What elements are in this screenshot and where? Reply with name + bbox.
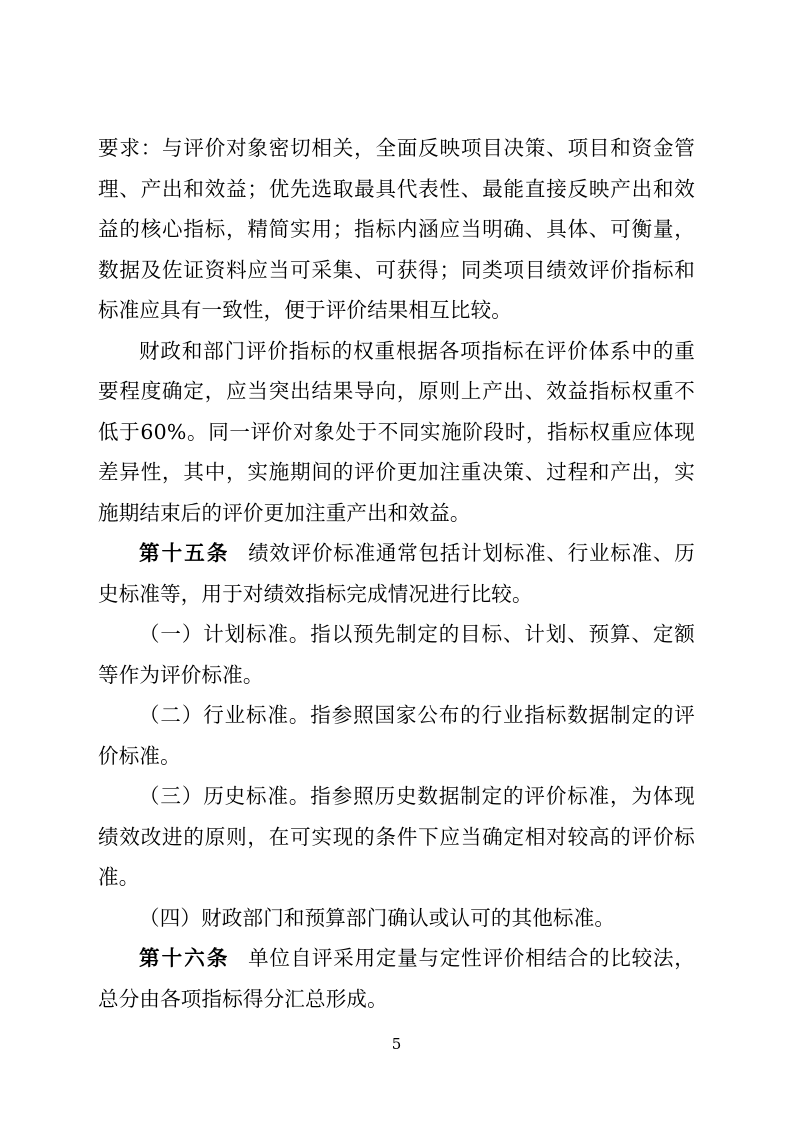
page-number: 5 — [391, 1035, 402, 1053]
article-label-16: 第十六条 — [139, 946, 230, 970]
paragraph-1: 要求：与评价对象密切相关，全面反映项目决策、项目和资金管理、产出和效益；优先选取最具代表性、最能直接反映产出和效益的核心指标，精简实用；指标内涵应当明确、具体、可衡量，数据及佐证资料应当可采集、可获得；同类项目绩效评价指标和标准应具有一致性，便于评价结果相互比较。 — [98, 136, 695, 322]
article-label-15: 第十五条 — [139, 541, 230, 565]
article-text-16: 单位自评采用定量与定性评价相结合的比较法，总分由各项指标得分汇总形成。 — [98, 946, 696, 1011]
paragraph-7: （四）财政部门和预算部门确认或认可的其他标准。 — [139, 905, 616, 930]
paragraph-8 — [98, 938, 695, 1019]
paragraph-2: 财政和部门评价指标的权重根据各项指标在评价体系中的重要程度确定，应当突出结果导向，原则上产出、效益指标权重不低于60%。同一评价对象处于不同实施阶段时，指标权重应体现差异性，其中，实施期间的评价更加注重决策、过程和产出，实施期结束后的评价更加注重产出和效益。 — [98, 338, 695, 525]
paragraph-3 — [98, 533, 695, 614]
article-text-15: 绩效评价标准通常包括计划标准、行业标准、历史标准等，用于对绩效指标完成情况进行比较。 — [98, 541, 696, 606]
paragraph-4: （一）计划标准。指以预先制定的目标、计划、预算、定额等作为评价标准。 — [98, 622, 695, 687]
paragraph-6: （三）历史标准。指参照历史数据制定的评价标准，为体现绩效改进的原则，在可实现的条件下应当确定相对较高的评价标准。 — [98, 784, 695, 889]
document-body — [98, 128, 695, 1019]
paragraph-5: （二）行业标准。指参照国家公布的行业指标数据制定的评价标准。 — [98, 703, 695, 768]
